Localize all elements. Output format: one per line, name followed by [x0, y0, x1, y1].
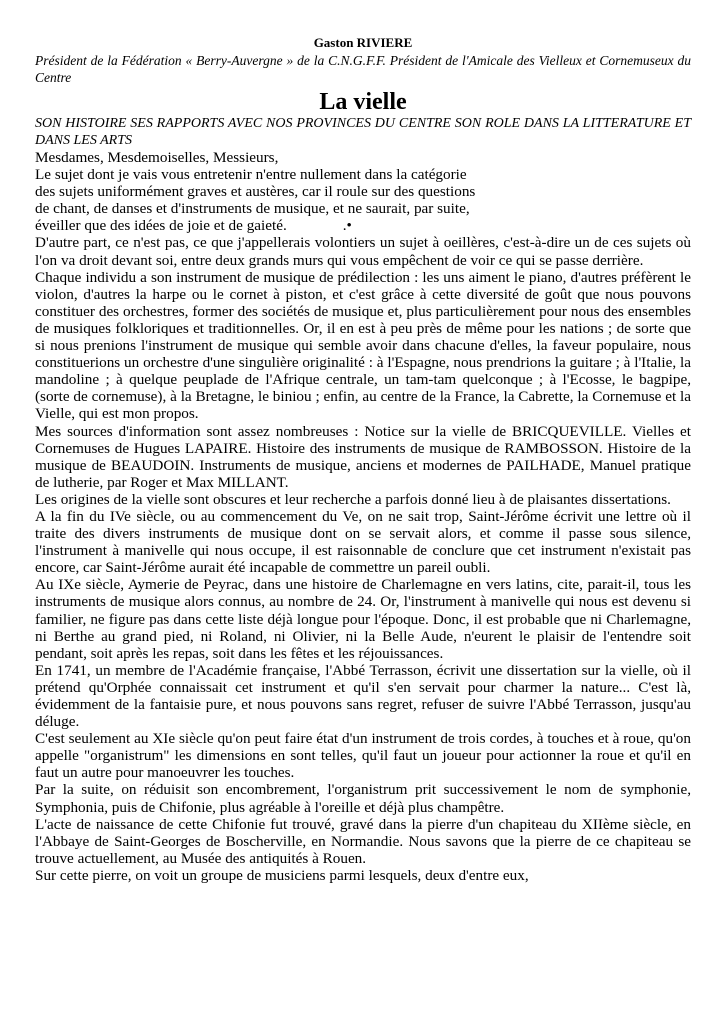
author-affiliation: Président de la Fédération « Berry-Auvergne » de la C.N.G.F.F. Président de l'Amicale des Vielleux et Cornemuseux du Centre	[35, 53, 691, 85]
paragraph: Sur cette pierre, on voit un groupe de musiciens parmi lesquels, deux d'entre eux,	[35, 866, 529, 884]
paragraph: Par la suite, on réduisit son encombrement, l'organistrum prit successivement le nom de symphonie, Symphonia, puis de Chifonie, plus agréable à l'oreille et déjà plus champêtre.	[35, 781, 691, 816]
page-title: La vielle	[319, 89, 407, 115]
paragraph: En 1741, un membre de l'Académie française, l'Abbé Terrasson, écrivit une dissertation sur la vielle, où il prétend qu'Orphée connaissait cet instrument et qu'il s'en servait pour charmer la nature... C'est là, évidemment de la fantaisie pure, et nous pouvons sans regret, refuser de suivre l'Abbé Terrasson, jusqu'au déluge.	[35, 661, 691, 731]
paragraph: A la fin du IVe siècle, ou au commencement du Ve, on ne sait trop, Saint-Jérôme écrivit une lettre où il traite des divers instruments de musique dont on se servait alors, et comme il passe sous silence, l'instrument à manivelle qui nous occupe, il est raisonnable de conclure que cet instrument n'existait pas encore, car Saint-Jérôme aurait été incapable de commettre un pareil oubli.	[35, 507, 691, 577]
paragraph: Chaque individu a son instrument de musique de prédilection : les uns aiment le piano, d'autres préfèrent le violon, d'autres la harpe ou le cornet à piston, et c'est grâce à cette diversité de goût que nous pouvons constituer des orchestres, former des sociétés de musique et, plus particulièrement pour nous des ensembles de musiques folkloriques et traditionnelles. Or, il en est à peu près de même pour les nations ; de sorte que si nous prenions l'instrument de musique qui semble avoir dans chacune d'elles, la faveur populaire, nous constituerions un orchestre d'une singulière originalité : à l'Espagne, nous prendrions la guitare ; à l'Italie, la mandoline ; à quelque peuplade de l'Afrique centrale, un tam-tam quelconque ; à l'Ecosse, le bagpipe, (sorte de cornemuse), à la Bretagne, le biniou ; enfin, au centre de la France, la Cabrette, la Cornemuse et la Vielle, qui est mon propos.	[35, 268, 691, 423]
intro-line: de chant, de danses et d'instruments de musique, et ne saurait, par suite,	[35, 200, 470, 218]
paragraph: C'est seulement au XIe siècle qu'on peut faire état d'un instrument de trois cordes, à touches et à roue, qu'on appelle "organistrum" les dimensions en sont telles, qu'il faut un joueur pour actionner la roue et qu'il en faut un autre pour manoeuvrer les touches.	[35, 730, 691, 782]
page-subtitle: SON HISTOIRE SES RAPPORTS AVEC NOS PROVINCES DU CENTRE SON ROLE DANS LA LITTERATURE ET DANS LES ARTS	[35, 116, 691, 148]
greeting: Mesdames, Mesdemoiselles, Messieurs,	[35, 149, 279, 166]
paragraph: Au IXe siècle, Aymerie de Peyrac, dans une histoire de Charlemagne en vers latins, cite, parait-il, tous les instruments de musique alors connus, au nombre de 24. Or, l'instrument à manivelle qui nous est devenu si familier, ne figure pas dans cette liste déjà longue pour l'époque. Donc, il est probable que ni Charlemagne, ni Berthe au grand pied, ni Roland, ni Olivier, ni la Belle Aude, n'eurent le plaisir de l'entendre soit pendant, soit après les repas, soit dans les fêtes et les réjouissances.	[35, 576, 691, 662]
intro-block	[35, 166, 691, 234]
stray-mark: .•	[342, 217, 352, 235]
intro-line	[35, 217, 691, 234]
paragraph: Mes sources d'information sont assez nombreuses : Notice sur la vielle de BRICQUEVILLE. Vielles et Cornemuses de Hugues LAPAIRE. Histoire des instruments de musique de RAMBOSSON. Histoire de la musique de BEAUDOIN. Instruments de musique, anciens et modernes de PAILHADE, Manuel pratique de lutherie, par Roger et Max MILLANT.	[35, 422, 691, 491]
intro-line-text: éveiller que des idées de joie et de gaieté.	[35, 217, 287, 235]
paragraph: D'autre part, ce n'est pas, ce que j'appellerais volontiers un sujet à oeillères, c'est-à-dire un de ces sujets où l'on va droit devant soi, entre deux grands murs qui vous empêchent de voir ce qui se passe derrière.	[35, 234, 691, 269]
paragraph: Les origines de la vielle sont obscures et leur recherche a parfois donné lieu à de plaisantes dissertations.	[35, 490, 671, 508]
intro-line: des sujets uniformément graves et austères, car il roule sur des questions	[35, 183, 476, 201]
paragraph: L'acte de naissance de cette Chifonie fut trouvé, gravé dans la pierre d'un chapiteau du XIIème siècle, en l'Abbaye de Saint-Georges de Boscherville, en Normandie. Nous savons que la pierre de ce chapiteau se trouve actuellement, au Musée des antiquités à Rouen.	[35, 815, 691, 867]
author-name: Gaston RIVIERE	[313, 35, 413, 50]
intro-line: Le sujet dont je vais vous entretenir n'entre nullement dans la catégorie	[35, 166, 467, 184]
